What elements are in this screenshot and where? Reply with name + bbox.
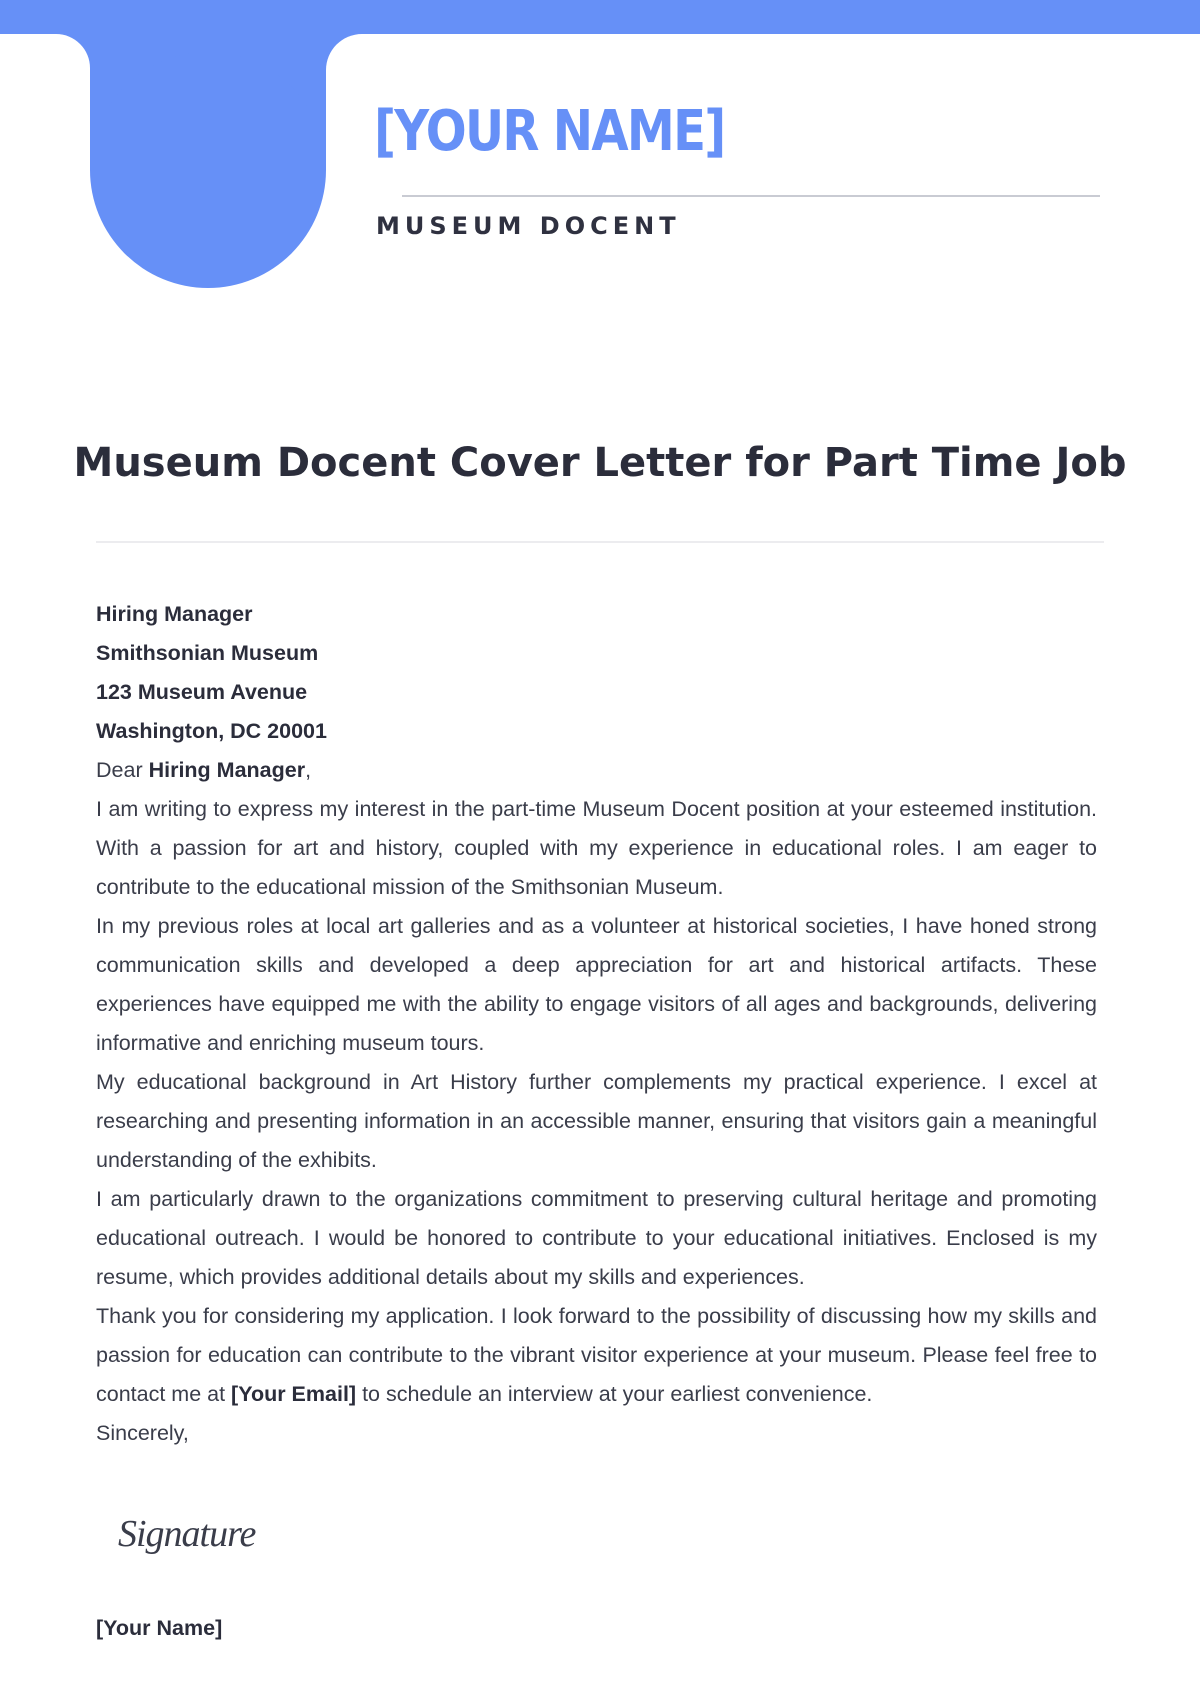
recipient-address bbox=[96, 595, 1097, 751]
document-title: Museum Docent Cover Letter for Part Time Job bbox=[73, 440, 1127, 486]
letter-body bbox=[96, 595, 1097, 1453]
salutation-prefix: Dear bbox=[96, 758, 149, 782]
valediction: Sincerely, bbox=[96, 1421, 189, 1445]
paragraph-intro: I am writing to express my interest in the part-time Museum Docent position at your esteemed institution. With a passion for art and history, coupled with my experience in educational roles. I am eager to contribute to the educational mission of the Smithsonian Museum. bbox=[96, 797, 1097, 899]
closing-text-after: to schedule an interview at your earliest convenience. bbox=[356, 1382, 873, 1406]
recipient-street: 123 Museum Avenue bbox=[96, 680, 308, 704]
paragraph-closing bbox=[96, 1297, 1097, 1414]
salutation-suffix: , bbox=[305, 758, 312, 782]
name-divider bbox=[402, 195, 1100, 197]
signature: Signature bbox=[118, 1513, 256, 1555]
recipient-organization: Smithsonian Museum bbox=[96, 641, 319, 665]
applicant-name: [YOUR NAME] bbox=[374, 99, 725, 164]
header-shape-corner-left bbox=[56, 34, 90, 68]
header-decorative-circle bbox=[90, 52, 326, 288]
recipient-city: Washington, DC 20001 bbox=[96, 719, 327, 743]
recipient-title: Hiring Manager bbox=[96, 602, 253, 626]
closing-text-before: Thank you for considering my application. I look forward to the possibility of discussing how my skills and passion for education can contribute to the vibrant visitor experience at your museum. Please feel free to contact me at bbox=[96, 1304, 1097, 1406]
email-placeholder: [Your Email] bbox=[231, 1382, 357, 1406]
applicant-role: MUSEUM DOCENT bbox=[376, 212, 681, 240]
signer-name: [Your Name] bbox=[96, 1616, 223, 1640]
paragraph-education: My educational background in Art History further complements my practical experience. I excel at researching and presenting information in an accessible manner, ensuring that visitors gain a meaningful understanding of the exhibits. bbox=[96, 1070, 1097, 1172]
paragraph-experience: In my previous roles at local art galleries and as a volunteer at historical societies, I have honed strong communication skills and developed a deep appreciation for art and historical artifacts. These experiences have equipped me with the ability to engage visitors of all ages and backgrounds, delivering informative and enriching museum tours. bbox=[96, 914, 1097, 1055]
salutation bbox=[96, 751, 1097, 790]
salutation-name: Hiring Manager bbox=[148, 758, 306, 782]
header-shape-corner-right bbox=[326, 34, 362, 70]
title-divider bbox=[96, 541, 1104, 543]
paragraph-motivation: I am particularly drawn to the organizations commitment to preserving cultural heritage and promoting educational outreach. I would be honored to contribute to your educational initiatives. Enclosed is my resume, which provides additional details about my skills and experiences. bbox=[96, 1187, 1097, 1289]
